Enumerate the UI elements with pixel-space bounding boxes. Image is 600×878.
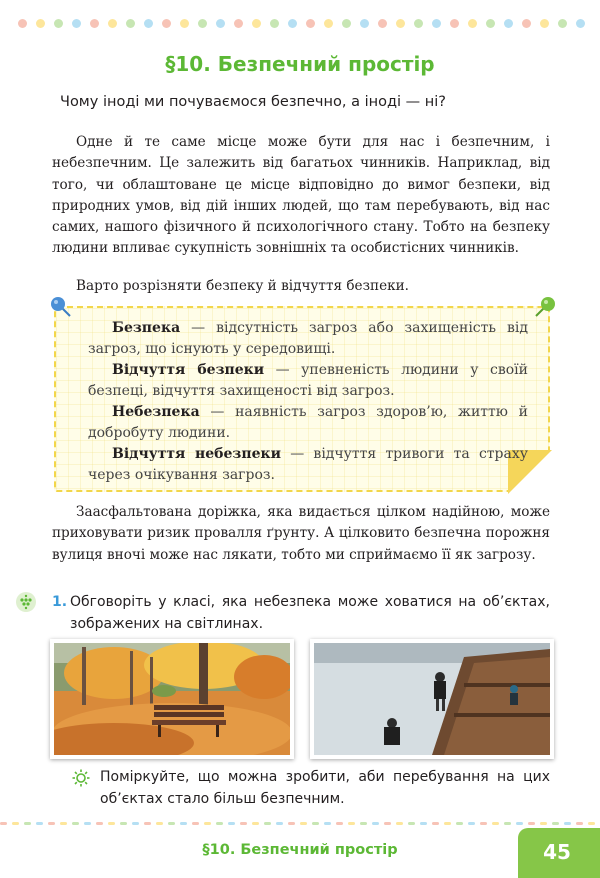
decor-dash [504,822,511,825]
decor-dot [144,19,153,28]
decor-dot [486,19,495,28]
photo-ice-rink [310,639,554,759]
decor-dot [324,19,333,28]
decor-dash [252,822,259,825]
decor-dash [216,822,223,825]
blue-pin-icon [48,294,74,320]
decor-dash [480,822,487,825]
autumn-park-bench-image [54,643,290,755]
decor-dot [18,19,27,28]
task-1 [52,591,550,635]
green-pin-icon [532,294,558,320]
decor-dash [336,822,343,825]
decor-dash [132,822,139,825]
decor-dash [444,822,451,825]
page-number-box [518,828,600,878]
decor-dash [60,822,67,825]
decor-dash [420,822,427,825]
lead-question: Чому іноді ми почуваємося безпечно, а іноді — ні? [60,94,446,110]
definition-term: Небезпека [112,404,200,420]
reflection-prompt: Поміркуйте, що можна зробити, аби перебування на цих об’єктах стало більш безпечним. [100,769,550,807]
distinguish-text: Варто розрізняти безпеку й відчуття безпеки. [76,278,409,294]
example-paragraph [52,502,550,566]
decor-dot [54,19,63,28]
decor-dot [252,19,261,28]
definition-item [88,360,528,402]
decor-dot [180,19,189,28]
ice-rink-skaters-image [314,643,550,755]
decor-dash [564,822,571,825]
decor-dot [108,19,117,28]
top-dots-decoration [18,19,588,29]
decor-dot [126,19,135,28]
decor-dash [180,822,187,825]
intro-paragraph-text: Одне й те саме місце може бути для нас і безпечним, і небезпечним. Це залежить від багатьох чинників. Наприклад, від того, чи облаштоване це місце відповідно до вимог безпеки, від природних умов, від дій інших людей, що там перебувають, від нас самих, нашого фізичного й психологічного стану. Тобто на безпеку людини впливає сукупність зовнішніх та особистісних чинників. [52,134,550,257]
decor-dot [90,19,99,28]
page-title: §10. Безпечний простір [165,52,435,76]
example-paragraph-text: Заасфальтована доріжка, яка видається цілком надійною, може приховувати ризик провалля ґрунту. А цілковито безпечна порожня вулиця вночі може нас лякати, тобто ми сприймаємо її як загрозу. [52,504,550,563]
decor-dash [276,822,283,825]
decor-dash [516,822,523,825]
decor-dot [414,19,423,28]
decor-dash [12,822,19,825]
decor-dash [576,822,583,825]
decor-dash [72,822,79,825]
decor-dash [192,822,199,825]
decor-dot [450,19,459,28]
decor-dot [234,19,243,28]
decor-dot [288,19,297,28]
decor-dot [216,19,225,28]
decor-dash [120,822,127,825]
decor-dash [84,822,91,825]
decor-dash [204,822,211,825]
decor-dash [0,822,7,825]
decor-dot [162,19,171,28]
decor-dash [264,822,271,825]
definitions-list [88,318,528,486]
decor-dash [348,822,355,825]
decor-dot [558,19,567,28]
decor-dash [48,822,55,825]
decor-dash [552,822,559,825]
decor-dot [396,19,405,28]
decor-dot [522,19,531,28]
decor-dash [456,822,463,825]
decor-dash [300,822,307,825]
decor-dot [306,19,315,28]
decor-dash [492,822,499,825]
decor-dash [96,822,103,825]
decor-dot [378,19,387,28]
decor-dash [156,822,163,825]
decor-dash [432,822,439,825]
definition-term: Безпека [112,320,181,336]
decor-dot [72,19,81,28]
discussion-icon [14,590,38,614]
decor-dash [540,822,547,825]
decor-dash [144,822,151,825]
task-number: 1. [52,594,68,610]
definition-text: — відсутність загроз або захищеність від загроз, що існують у середовищі. [88,320,528,357]
decor-dot [504,19,513,28]
decor-dash [36,822,43,825]
decor-dash [228,822,235,825]
idea-sun-icon [72,769,90,787]
definition-text: — наявність загроз здоров’ю, життю й добробуту людини. [88,404,528,441]
decor-dot [540,19,549,28]
decor-dot [342,19,351,28]
decor-dash [396,822,403,825]
task-text: Обговоріть у класі, яка небезпека може ховатися на об’єктах, зображених на світлинах. [70,594,550,632]
decor-dash [408,822,415,825]
decor-dot [198,19,207,28]
decor-dash [312,822,319,825]
definition-text: — відчуття тривоги та страху через очікування загроз. [88,446,528,483]
definition-term: Відчуття безпеки [112,362,265,378]
distinguish-paragraph [52,276,550,297]
decor-dash [588,822,595,825]
decor-dash [24,822,31,825]
definition-text: — упевненість людини у своїй безпеці, відчуття захищеності від загроз. [88,362,528,399]
decor-dot [270,19,279,28]
decor-dash [528,822,535,825]
decor-dash [108,822,115,825]
decor-dash [384,822,391,825]
footer-title: §10. Безпечний простір [202,842,398,858]
decor-dash [240,822,247,825]
decor-dash [324,822,331,825]
decor-dot [468,19,477,28]
definition-item [88,318,528,360]
definition-item [88,444,528,486]
decor-dash [168,822,175,825]
decor-dash [372,822,379,825]
decor-dot [360,19,369,28]
decor-dot [36,19,45,28]
footer-dashed-line [0,822,600,826]
page-number: 45 [543,840,571,864]
decor-dot [576,19,585,28]
definitions-note [54,306,550,492]
decor-dot [432,19,441,28]
definition-term: Відчуття небезпеки [112,446,282,462]
definition-item [88,402,528,444]
decor-dash [288,822,295,825]
decor-dash [468,822,475,825]
decor-dash [360,822,367,825]
intro-paragraph [52,132,550,260]
photo-autumn-park [50,639,294,759]
